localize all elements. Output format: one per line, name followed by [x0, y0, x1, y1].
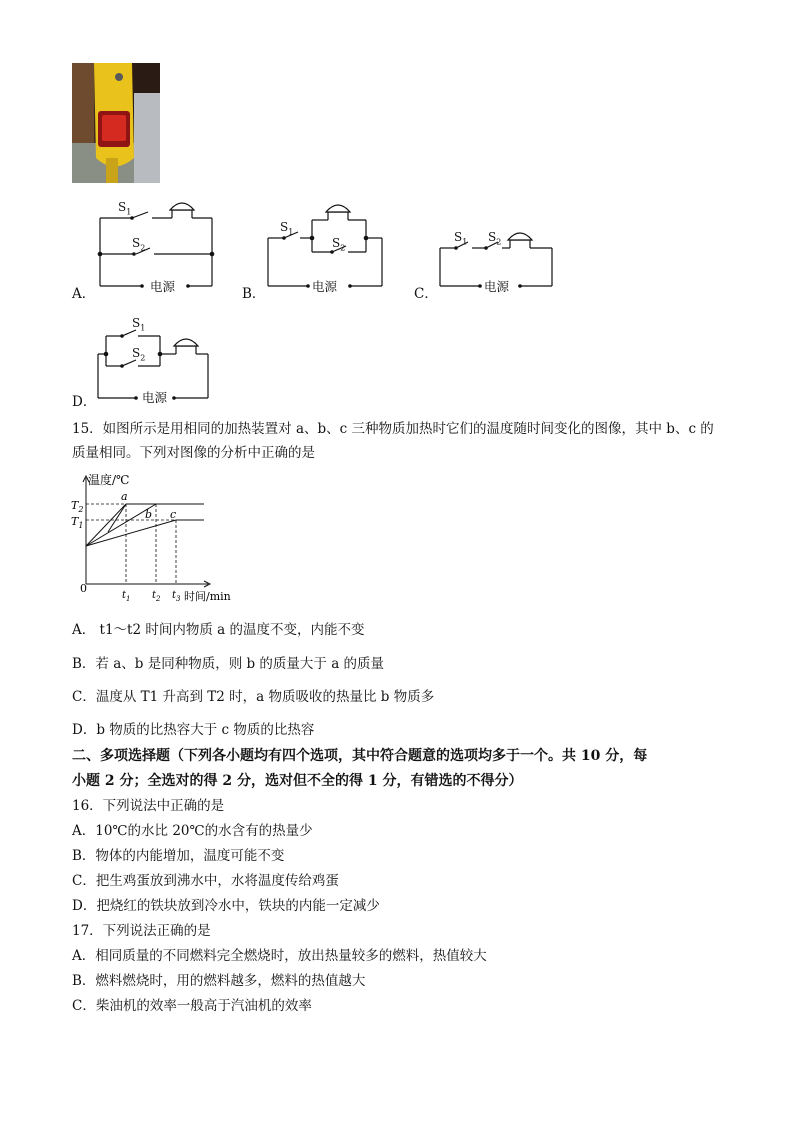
graph-ylabel: 温度/℃ — [88, 473, 130, 487]
q15-stem-line2: 质量相同。下列对图像的分析中正确的是 — [72, 445, 315, 461]
section2-heading-line1: 二、多项选择题（下列各小题均有四个选项，其中符合题意的选项均多于一个。共 10 分，每 — [72, 748, 648, 764]
q14-option-d[interactable]: D． $S_1$ $S_2$ 电源 — [70, 314, 230, 414]
temperature-time-graph — [68, 470, 248, 605]
q16-option-b[interactable]: B．物体的内能增加，温度可能不变 — [72, 848, 285, 864]
q15-option-b[interactable]: B．若 a、b 是同种物质，则 b 的质量大于 a 的质量 — [72, 656, 385, 672]
q16-option-c[interactable]: C．把生鸡蛋放到沸水中，水将温度传给鸡蛋 — [72, 873, 339, 889]
curve-label-c: c — [170, 508, 177, 521]
q14-option-b[interactable]: B． $S_1$ $S_2$ 电源 — [240, 196, 390, 302]
q17-option-b[interactable]: B．燃料燃烧时，用的燃料越多，燃料的热值越大 — [72, 973, 366, 989]
section2-heading-line2: 小题 2 分；全选对的得 2 分，选对但不全的得 1 分，有错选的不得分） — [72, 773, 523, 789]
graph-xlabel: 时间/min — [184, 590, 231, 603]
x-tick-t1: $t_1$ — [122, 590, 131, 603]
q16-option-a[interactable]: A．10℃的水比 20℃的水含有的热量少 — [72, 823, 313, 839]
device-photo — [72, 63, 160, 183]
curve-label-a: a — [121, 490, 128, 503]
option-label: B． — [242, 286, 266, 302]
graph-origin: 0 — [80, 582, 87, 595]
option-label: C． — [414, 286, 438, 302]
x-tick-t3: $t_3$ — [172, 590, 181, 603]
q17-option-c[interactable]: C．柴油机的效率一般高于汽油机的效率 — [72, 998, 312, 1014]
q14-option-c[interactable]: C． $S_1$ $S_2$ 电源 — [412, 196, 562, 302]
q15-stem-line1: 15．如图所示是用相同的加热装置对 a、b、c 三种物质加热时它们的温度随时间变化的图像，其中 b、c 的 — [72, 421, 714, 437]
y-tick-t1: $T_1$ — [71, 515, 84, 530]
q17-stem: 17．下列说法正确的是 — [72, 923, 211, 939]
x-tick-t2: $t_2$ — [152, 590, 161, 603]
q14-option-a[interactable]: A． $S_1$ $S_2$ 电源 — [70, 196, 230, 302]
y-tick-t2: $T_2$ — [71, 499, 84, 514]
option-label: D． — [72, 394, 97, 410]
q15-option-c[interactable]: C．温度从 T1 升高到 T2 时，a 物质吸收的热量比 b 物质多 — [72, 689, 435, 705]
option-label: A． — [72, 286, 96, 302]
q15-option-d[interactable]: D．b 物质的比热容大于 c 物质的比热容 — [72, 722, 315, 738]
q16-stem: 16．下列说法中正确的是 — [72, 798, 225, 814]
q15-option-a[interactable]: A． t1～t2 时间内物质 a 的温度不变，内能不变 — [72, 622, 365, 638]
q17-option-a[interactable]: A．相同质量的不同燃料完全燃烧时，放出热量较多的燃料，热值较大 — [72, 948, 487, 964]
curve-label-b: b — [145, 508, 153, 521]
q16-option-d[interactable]: D．把烧红的铁块放到冷水中，铁块的内能一定减少 — [72, 898, 380, 914]
